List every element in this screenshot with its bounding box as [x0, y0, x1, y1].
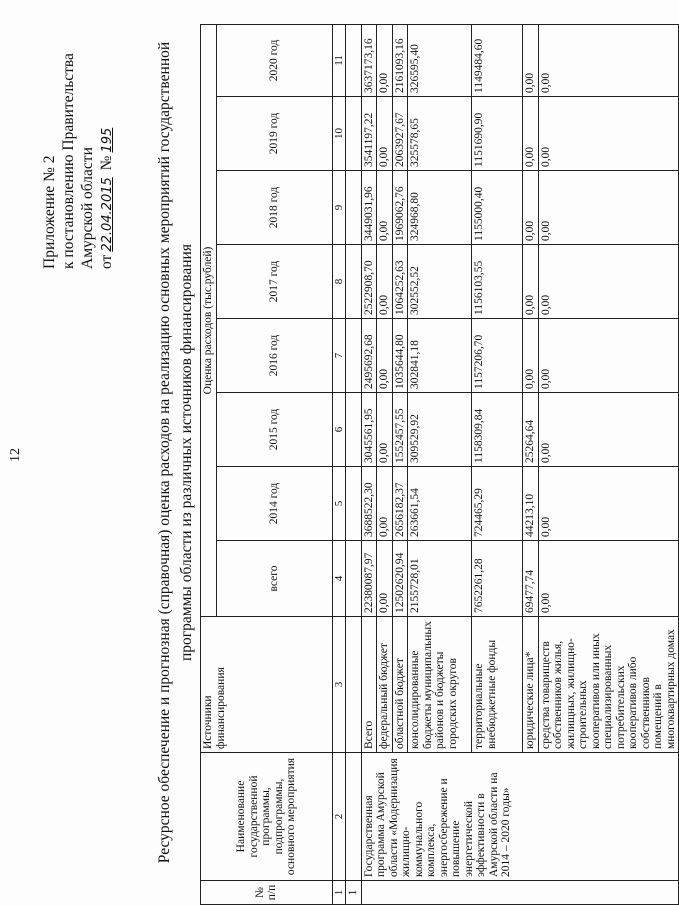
amount-cell: 12502620,94 — [392, 541, 408, 617]
amount-cell: 0,00 — [538, 97, 679, 171]
amount-cell: 0,00 — [523, 97, 539, 171]
funding-source: федеральный бюджет — [377, 617, 393, 753]
amount-cell: 1156103,55 — [472, 245, 523, 319]
amount-cell: 3688522,30 — [361, 467, 377, 541]
amount-cell: 1969062,76 — [392, 171, 408, 245]
amount-cell: 2522908,70 — [361, 245, 377, 319]
amount-cell: 3637173,16 — [361, 24, 377, 96]
amount-cell: 3541197,22 — [361, 97, 377, 171]
amount-cell: 1151690,90 — [472, 97, 523, 171]
header-year: 2016 год — [216, 319, 332, 393]
amount-cell: 69477,74 — [523, 541, 539, 617]
header-num: № п/п — [201, 881, 333, 905]
column-number: 8 — [332, 245, 346, 319]
appendix-line-1: Приложение № 2 — [41, 155, 58, 269]
column-number: 10 — [332, 97, 346, 171]
handwritten-date: 22.04.2015 — [100, 177, 115, 252]
amount-cell: 0,00 — [377, 393, 393, 467]
amount-cell: 0,00 — [538, 245, 679, 319]
table-body — [201, 24, 679, 904]
blank-row — [346, 24, 362, 904]
column-number: 9 — [332, 171, 346, 245]
row-num: 1 — [346, 881, 362, 905]
amount-cell: 263661,54 — [408, 467, 472, 541]
funding-source: Всего — [361, 617, 377, 753]
amount-cell: 0,00 — [377, 97, 393, 171]
column-number: 5 — [332, 467, 346, 541]
amount-cell: 0,00 — [538, 467, 679, 541]
funding-source: консолидированные бюджеты муниципальных районов и бюджеты городских округов — [408, 617, 472, 753]
column-number: 4 — [332, 541, 346, 617]
column-number: 2 — [332, 753, 346, 881]
amount-cell: 325578,65 — [408, 97, 472, 171]
title-line-1: Ресурсное обеспечение и прогнозная (справочная) оценка расходов на реализацию основных мероприятий государственной — [156, 41, 173, 864]
amount-cell: 3449031,96 — [361, 171, 377, 245]
resource-table — [200, 24, 679, 905]
amount-cell: 1155000,40 — [472, 171, 523, 245]
amount-cell: 724465,29 — [472, 467, 523, 541]
page-number: 12 — [8, 448, 23, 462]
header-source: Источники финансирования — [201, 617, 333, 753]
column-number: 11 — [332, 24, 346, 96]
amount-cell: 0,00 — [377, 467, 393, 541]
amount-cell: 0,00 — [377, 171, 393, 245]
amount-cell: 1157206,70 — [472, 319, 523, 393]
amount-cell: 1552457,55 — [392, 393, 408, 467]
appendix-line-3: Амурской области — [79, 147, 96, 269]
amount-cell: 25264,64 — [523, 393, 539, 467]
column-number: 3 — [332, 617, 346, 753]
header-year: 2019 год — [216, 97, 332, 171]
appendix-block — [40, 53, 117, 269]
funding-source: юридические лица* — [523, 617, 539, 753]
amount-cell: 0,00 — [523, 319, 539, 393]
funding-source: территориальные внебюджетные фонды — [472, 617, 523, 753]
funding-source: областной бюджет — [392, 617, 408, 753]
amount-cell: 0,00 — [377, 541, 393, 617]
title-line-2: программы области из различных источников финансирования — [178, 244, 195, 661]
column-number: 7 — [332, 319, 346, 393]
amount-cell: 0,00 — [377, 319, 393, 393]
amount-cell: 1064252,63 — [392, 245, 408, 319]
header-year: всего — [216, 541, 332, 617]
header-year: 2017 год — [216, 245, 332, 319]
table-row — [361, 24, 377, 904]
amount-cell: 324968,80 — [408, 171, 472, 245]
amount-cell: 2063927,67 — [392, 97, 408, 171]
amount-cell: 302841,18 — [408, 319, 472, 393]
amount-cell: 2495692,68 — [361, 319, 377, 393]
amount-cell: 2656182,37 — [392, 467, 408, 541]
handwritten-number: 195 — [100, 127, 115, 153]
amount-cell: 1149484,60 — [472, 24, 523, 96]
amount-cell: 44213,10 — [523, 467, 539, 541]
amount-cell: 0,00 — [538, 24, 679, 96]
amount-cell: 0,00 — [538, 541, 679, 617]
amount-cell: 309529,92 — [408, 393, 472, 467]
header-year: 2015 год — [216, 393, 332, 467]
amount-cell: 302552,52 — [408, 245, 472, 319]
header-year: 2020 год — [216, 24, 332, 96]
appendix-date-line — [97, 53, 117, 269]
amount-cell: 0,00 — [523, 171, 539, 245]
amount-cell: 3045561,95 — [361, 393, 377, 467]
amount-cell: 0,00 — [523, 24, 539, 96]
amount-cell: 0,00 — [538, 171, 679, 245]
program-name: Государственная программа Амурской области «Модернизация жилищно-коммунального комплекса, энергосбережение и повышение энергетической эффективности в Амурской области на 2014 – 2020 годы» — [361, 753, 679, 881]
column-number-row — [332, 24, 346, 904]
amount-cell: 326595,40 — [408, 24, 472, 96]
amount-cell: 0,00 — [377, 24, 393, 96]
header-estimate: Оценка расходов (тыс.рублей) — [201, 24, 217, 616]
amount-cell: 1158309,84 — [472, 393, 523, 467]
amount-cell: 1035644,80 — [392, 319, 408, 393]
header-year: 2014 год — [216, 467, 332, 541]
amount-cell: 2161093,16 — [392, 24, 408, 96]
header-year: 2018 год — [216, 171, 332, 245]
amount-cell: 2155728,01 — [408, 541, 472, 617]
amount-cell: 7652261,28 — [472, 541, 523, 617]
number-label: № — [98, 155, 115, 171]
appendix-line-2: к постановлению Правительства — [60, 53, 77, 269]
header-name: Наименование государственной программы, подпрограммы, основного мероприятия — [201, 753, 333, 881]
amount-cell: 0,00 — [523, 245, 539, 319]
amount-cell: 0,00 — [377, 245, 393, 319]
row-num-cell — [361, 881, 679, 905]
funding-source: средства товариществ собственников жилья, жилищных, жилищно-строительных кооперативов или иных специализированных потребительских кооперативов либо собственников помещений в многоквартирных домах — [538, 617, 679, 753]
amount-cell: 0,00 — [538, 319, 679, 393]
column-number: 1 — [332, 881, 346, 905]
amount-cell: 0,00 — [538, 393, 679, 467]
date-prefix: от — [98, 254, 115, 269]
header-row — [201, 24, 217, 904]
column-number: 6 — [332, 393, 346, 467]
amount-cell: 22380087,97 — [361, 541, 377, 617]
